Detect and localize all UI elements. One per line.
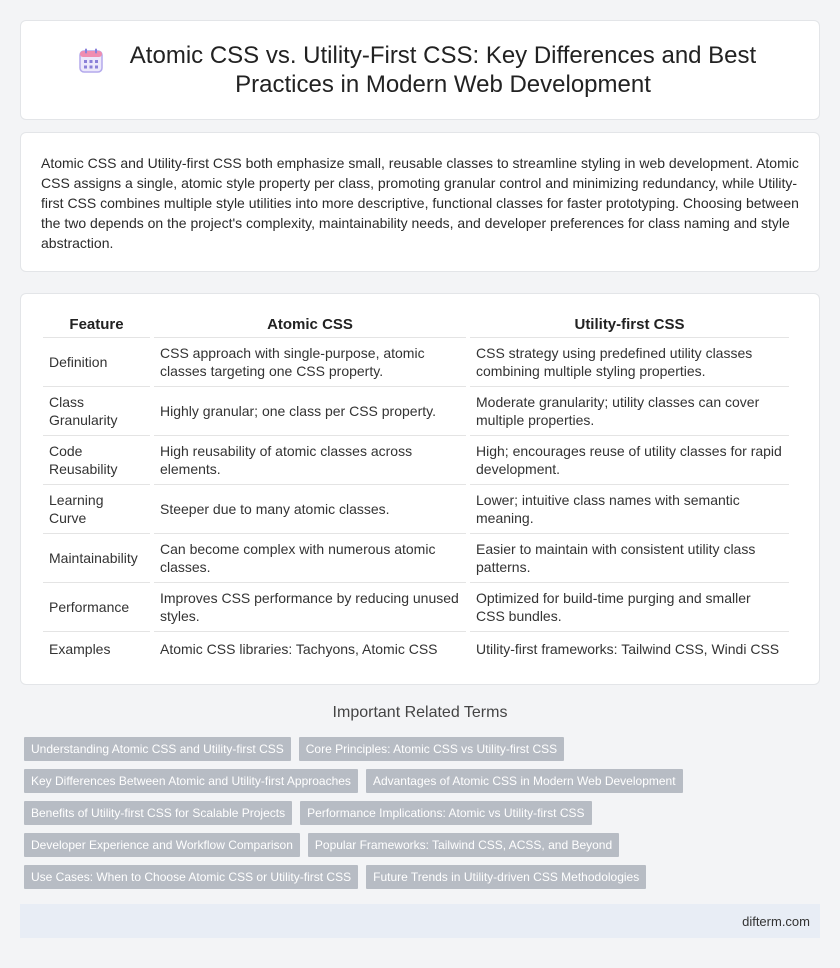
table-header-row — [43, 314, 789, 338]
row-feature: Performance — [43, 583, 150, 632]
row-atomic: Steeper due to many atomic classes. — [154, 485, 466, 534]
row-utility: Utility-first frameworks: Tailwind CSS, Windi CSS — [476, 641, 780, 657]
row-utility: Lower; intuitive class names with semantic meaning. — [470, 485, 789, 534]
row-feature: Definition — [43, 338, 150, 387]
row-atomic: Highly granular; one class per CSS property. — [154, 387, 466, 436]
related-term-link[interactable]: Benefits of Utility-first CSS for Scalable Projects — [24, 801, 292, 825]
row-feature: Code Reusability — [43, 436, 150, 485]
tag-row — [24, 769, 814, 793]
row-utility: High; encourages reuse of utility classes for rapid development. — [470, 436, 789, 485]
related-terms-list — [24, 737, 814, 897]
related-term-link[interactable]: Developer Experience and Workflow Comparison — [24, 833, 300, 857]
tag-row — [24, 801, 814, 825]
table-row — [43, 387, 789, 436]
comparison-table-card — [20, 293, 820, 685]
table-row — [43, 485, 789, 534]
intro-card — [20, 132, 820, 272]
related-terms-title: Important Related Terms — [332, 704, 508, 721]
related-term-link[interactable]: Core Principles: Atomic CSS vs Utility-first CSS — [299, 737, 564, 761]
row-atomic: CSS approach with single-purpose, atomic classes targeting one CSS property. — [154, 338, 466, 387]
tag-row — [24, 865, 814, 889]
row-atomic: Can become complex with numerous atomic classes. — [154, 534, 466, 583]
page-title: Atomic CSS vs. Utility-First CSS: Key Differences and Best Practices in Modern Web Development — [129, 42, 757, 98]
row-atomic: Improves CSS performance by reducing unused styles. — [154, 583, 466, 632]
table-row — [43, 534, 789, 583]
header-feature: Feature — [43, 314, 150, 338]
related-term-link[interactable]: Advantages of Atomic CSS in Modern Web Development — [366, 769, 683, 793]
row-feature: Class Granularity — [43, 387, 150, 436]
header-card — [20, 20, 820, 120]
row-feature: Examples — [49, 641, 111, 657]
intro-paragraph: Atomic CSS and Utility-first CSS both emphasize small, reusable classes to streamline styling in web development. Atomic CSS assigns a single, atomic style property per class, promoting granular control and minimizing redundancy, while Utility-first CSS combines multiple style utilities into more descriptive, functional classes for faster prototyping. Choosing between the two depends on the project's complexity, maintainability needs, and developer preferences for class naming and style abstraction. — [41, 155, 799, 251]
title-wrap — [60, 41, 780, 99]
row-utility: Moderate granularity; utility classes can cover multiple properties. — [470, 387, 789, 436]
row-utility: Optimized for build-time purging and smaller CSS bundles. — [470, 583, 789, 632]
table-row — [43, 436, 789, 485]
table-row — [43, 632, 789, 666]
row-atomic: Atomic CSS libraries: Tachyons, Atomic CSS — [160, 641, 438, 657]
related-term-link[interactable]: Future Trends in Utility-driven CSS Methodologies — [366, 865, 646, 889]
related-term-link[interactable]: Popular Frameworks: Tailwind CSS, ACSS, and Beyond — [308, 833, 619, 857]
row-feature: Learning Curve — [43, 485, 150, 534]
row-utility: Easier to maintain with consistent utility class patterns. — [470, 534, 789, 583]
related-term-link[interactable]: Use Cases: When to Choose Atomic CSS or Utility-first CSS — [24, 865, 358, 889]
related-term-link[interactable]: Key Differences Between Atomic and Utility-first Approaches — [24, 769, 358, 793]
calendar-grid-icon — [77, 47, 105, 75]
tag-row — [24, 833, 814, 857]
row-atomic: High reusability of atomic classes across elements. — [154, 436, 466, 485]
table-row — [43, 338, 789, 387]
row-feature: Maintainability — [43, 534, 150, 583]
tag-row — [24, 737, 814, 761]
table-row — [43, 583, 789, 632]
footer-brand[interactable]: difterm.com — [742, 913, 810, 929]
comparison-table — [39, 314, 793, 666]
related-term-link[interactable]: Understanding Atomic CSS and Utility-first CSS — [24, 737, 291, 761]
footer — [20, 904, 820, 938]
row-utility: CSS strategy using predefined utility classes combining multiple styling properties. — [470, 338, 789, 387]
header-atomic: Atomic CSS — [154, 314, 466, 338]
header-utility: Utility-first CSS — [470, 314, 789, 338]
related-term-link[interactable]: Performance Implications: Atomic vs Utility-first CSS — [300, 801, 591, 825]
